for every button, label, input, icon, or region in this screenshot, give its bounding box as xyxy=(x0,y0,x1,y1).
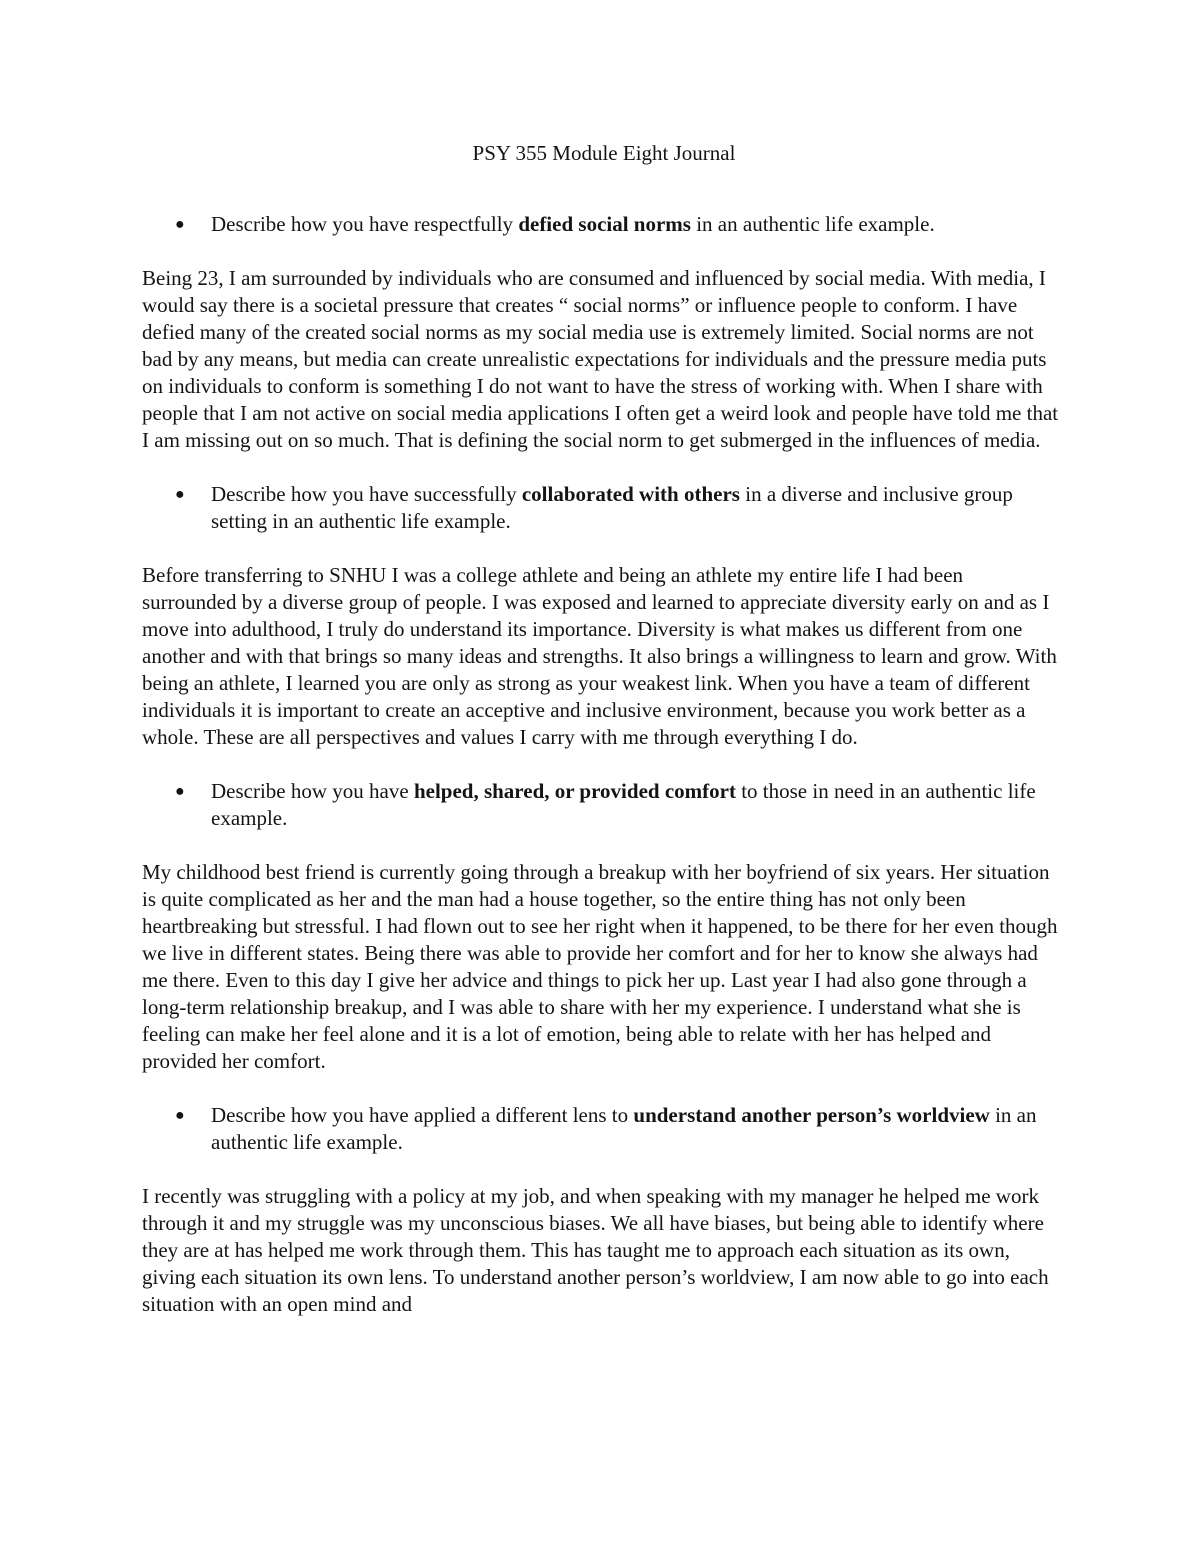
prompt-2 xyxy=(142,481,1057,535)
answer-4: I recently was struggling with a policy at my job, and when speaking with my manager he helped me work through it and my struggle was my unconscious biases. We all have biases, but being able to identify where they are at has helped me work through them. This has taught me to approach each situation as its own, giving each situation its own lens. To understand another person’s worldview, I am now able to go into each situation with an open mind and xyxy=(142,1184,1049,1316)
prompt-text: in a diverse and inclusive group setting in an authentic life example. xyxy=(211,482,1013,533)
answer-3: My childhood best friend is currently going through a breakup with her boyfriend of six years. Her situation is quite complicated as her and the man had a house together, so the entire thing has not only been heartbreaking but stressful. I had flown out to see her right when it happened, to be there for her even though we live in different states. Being there was able to provide her comfort and for her to know she always had me there. Even to this day I give her advice and things to pick her up. Last year I had also gone through a long-term relationship breakup, and I was able to share with her my experience. I understand what she is feeling can make her feel alone and it is a lot of emotion, being able to relate with her has helped and provided her comfort. xyxy=(142,860,1058,1073)
bullet-icon: ● xyxy=(175,486,185,503)
prompt-emphasis: understand another person’s worldview xyxy=(633,1103,990,1127)
prompt-text: Describe how you have xyxy=(211,779,414,803)
prompt-1 xyxy=(142,211,1057,238)
prompt-text: Describe how you have applied a different lens to xyxy=(211,1103,634,1127)
bullet-icon: ● xyxy=(175,783,185,800)
prompt-text: Describe how you have respectfully xyxy=(211,212,519,236)
prompt-text: in an authentic life example. xyxy=(211,1103,1037,1154)
answer-2: Before transferring to SNHU I was a college athlete and being an athlete my entire life I had been surrounded by a diverse group of people. I was exposed and learned to appreciate diversity early on and as I move into adulthood, I truly do understand its importance. Diversity is what makes us different from one another and with that brings so many ideas and strengths. It also brings a willingness to learn and grow. With being an athlete, I learned you are only as strong as your weakest link. When you have a team of different individuals it is important to create an acceptive and inclusive environment, because you work better as a whole. These are all perspectives and values I carry with me through everything I do. xyxy=(142,563,1057,749)
bullet-icon: ● xyxy=(175,216,185,233)
bullet-icon: ● xyxy=(175,1107,185,1124)
prompt-emphasis: collaborated with others xyxy=(521,482,740,506)
prompt-text: Describe how you have successfully xyxy=(211,482,522,506)
prompt-text: to those in need in an authentic life example. xyxy=(211,779,1036,830)
document-title: PSY 355 Module Eight Journal xyxy=(472,141,736,165)
prompt-emphasis: defied social norms xyxy=(518,212,691,236)
answer-1: Being 23, I am surrounded by individuals who are consumed and influenced by social media. With media, I would say there is a societal pressure that creates “ social norms” or influence people to conform. I have defied many of the created social norms as my social media use is extremely limited. Social norms are not bad by any means, but media can create unrealistic expectations for individuals and the pressure media puts on individuals to conform is something I do not want to have the stress of working with. When I share with people that I am not active on social media applications I often get a weird look and people have told me that I am missing out on so much. That is defining the social norm to get submerged in the influences of media. xyxy=(142,266,1059,452)
document-page xyxy=(142,140,1062,1345)
prompt-emphasis: helped, shared, or provided comfort xyxy=(413,779,736,803)
prompt-text: in an authentic life example. xyxy=(690,212,935,236)
prompt-4 xyxy=(142,1102,1057,1156)
prompt-3 xyxy=(142,778,1057,832)
